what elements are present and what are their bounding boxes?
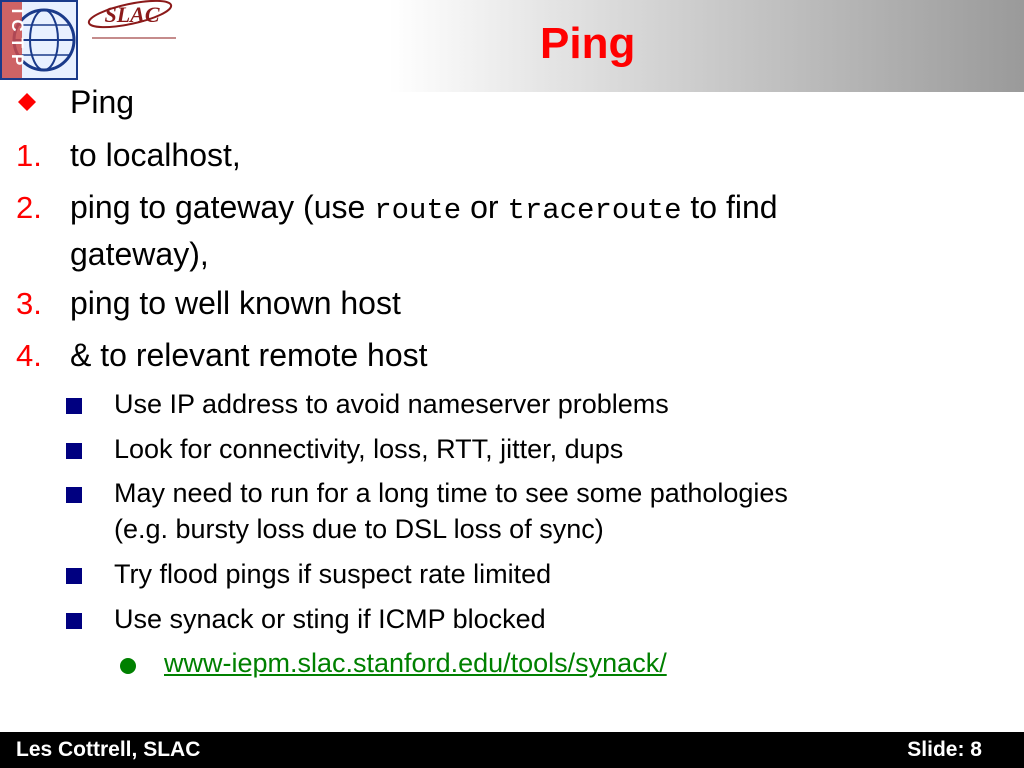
footer-author: Les Cottrell, SLAC xyxy=(16,738,201,761)
slac-logo xyxy=(84,0,184,44)
sub-item-4: Try flood pings if suspect rate limited xyxy=(114,559,552,589)
sub-item-3-line2: (e.g. bursty loss due to DSL loss of sync) xyxy=(114,514,604,544)
code-route: route xyxy=(374,194,462,227)
slide-footer xyxy=(0,732,1024,768)
numbered-item-2-text-after: to find xyxy=(681,189,778,225)
number-4: 4. xyxy=(16,338,42,373)
numbered-item-2 xyxy=(70,190,1000,227)
synack-link[interactable]: www-iepm.slac.stanford.edu/tools/synack/ xyxy=(164,648,667,678)
numbered-item-2-text-before: ping to gateway (use xyxy=(70,189,375,225)
circle-bullet-icon xyxy=(120,658,136,674)
ictp-logo-text: ICTP xyxy=(8,8,27,72)
numbered-item-2-line2: gateway), xyxy=(70,236,209,272)
slide-header xyxy=(0,0,1024,92)
ictp-logo xyxy=(0,0,78,80)
diamond-bullet-icon xyxy=(18,93,36,111)
footer-slide-number: Slide: 8 xyxy=(907,738,982,761)
square-bullet-icon xyxy=(66,613,82,629)
square-bullet-icon xyxy=(66,398,82,414)
slide-title: Ping xyxy=(540,19,636,68)
sub-item-1: Use IP address to avoid nameserver problems xyxy=(114,389,669,419)
number-2: 2. xyxy=(16,190,42,225)
numbered-item-2-middle: or xyxy=(461,189,508,225)
square-bullet-icon xyxy=(66,487,82,503)
square-bullet-icon xyxy=(66,443,82,459)
numbered-item-3: ping to well known host xyxy=(70,285,401,321)
sub-item-5: Use synack or sting if ICMP blocked xyxy=(114,604,546,634)
numbered-item-1: to localhost, xyxy=(70,137,241,173)
number-1: 1. xyxy=(16,138,42,173)
sub-item-2: Look for connectivity, loss, RTT, jitter, dups xyxy=(114,434,624,464)
top-bullet-text: Ping xyxy=(70,84,135,120)
square-bullet-icon xyxy=(66,568,82,584)
numbered-item-4: & to relevant remote host xyxy=(70,337,428,373)
number-3: 3. xyxy=(16,286,42,321)
sub-item-3-line1: May need to run for a long time to see some pathologies xyxy=(114,478,788,508)
slac-logo-text: SLAC xyxy=(104,2,160,27)
code-traceroute: traceroute xyxy=(507,194,682,227)
